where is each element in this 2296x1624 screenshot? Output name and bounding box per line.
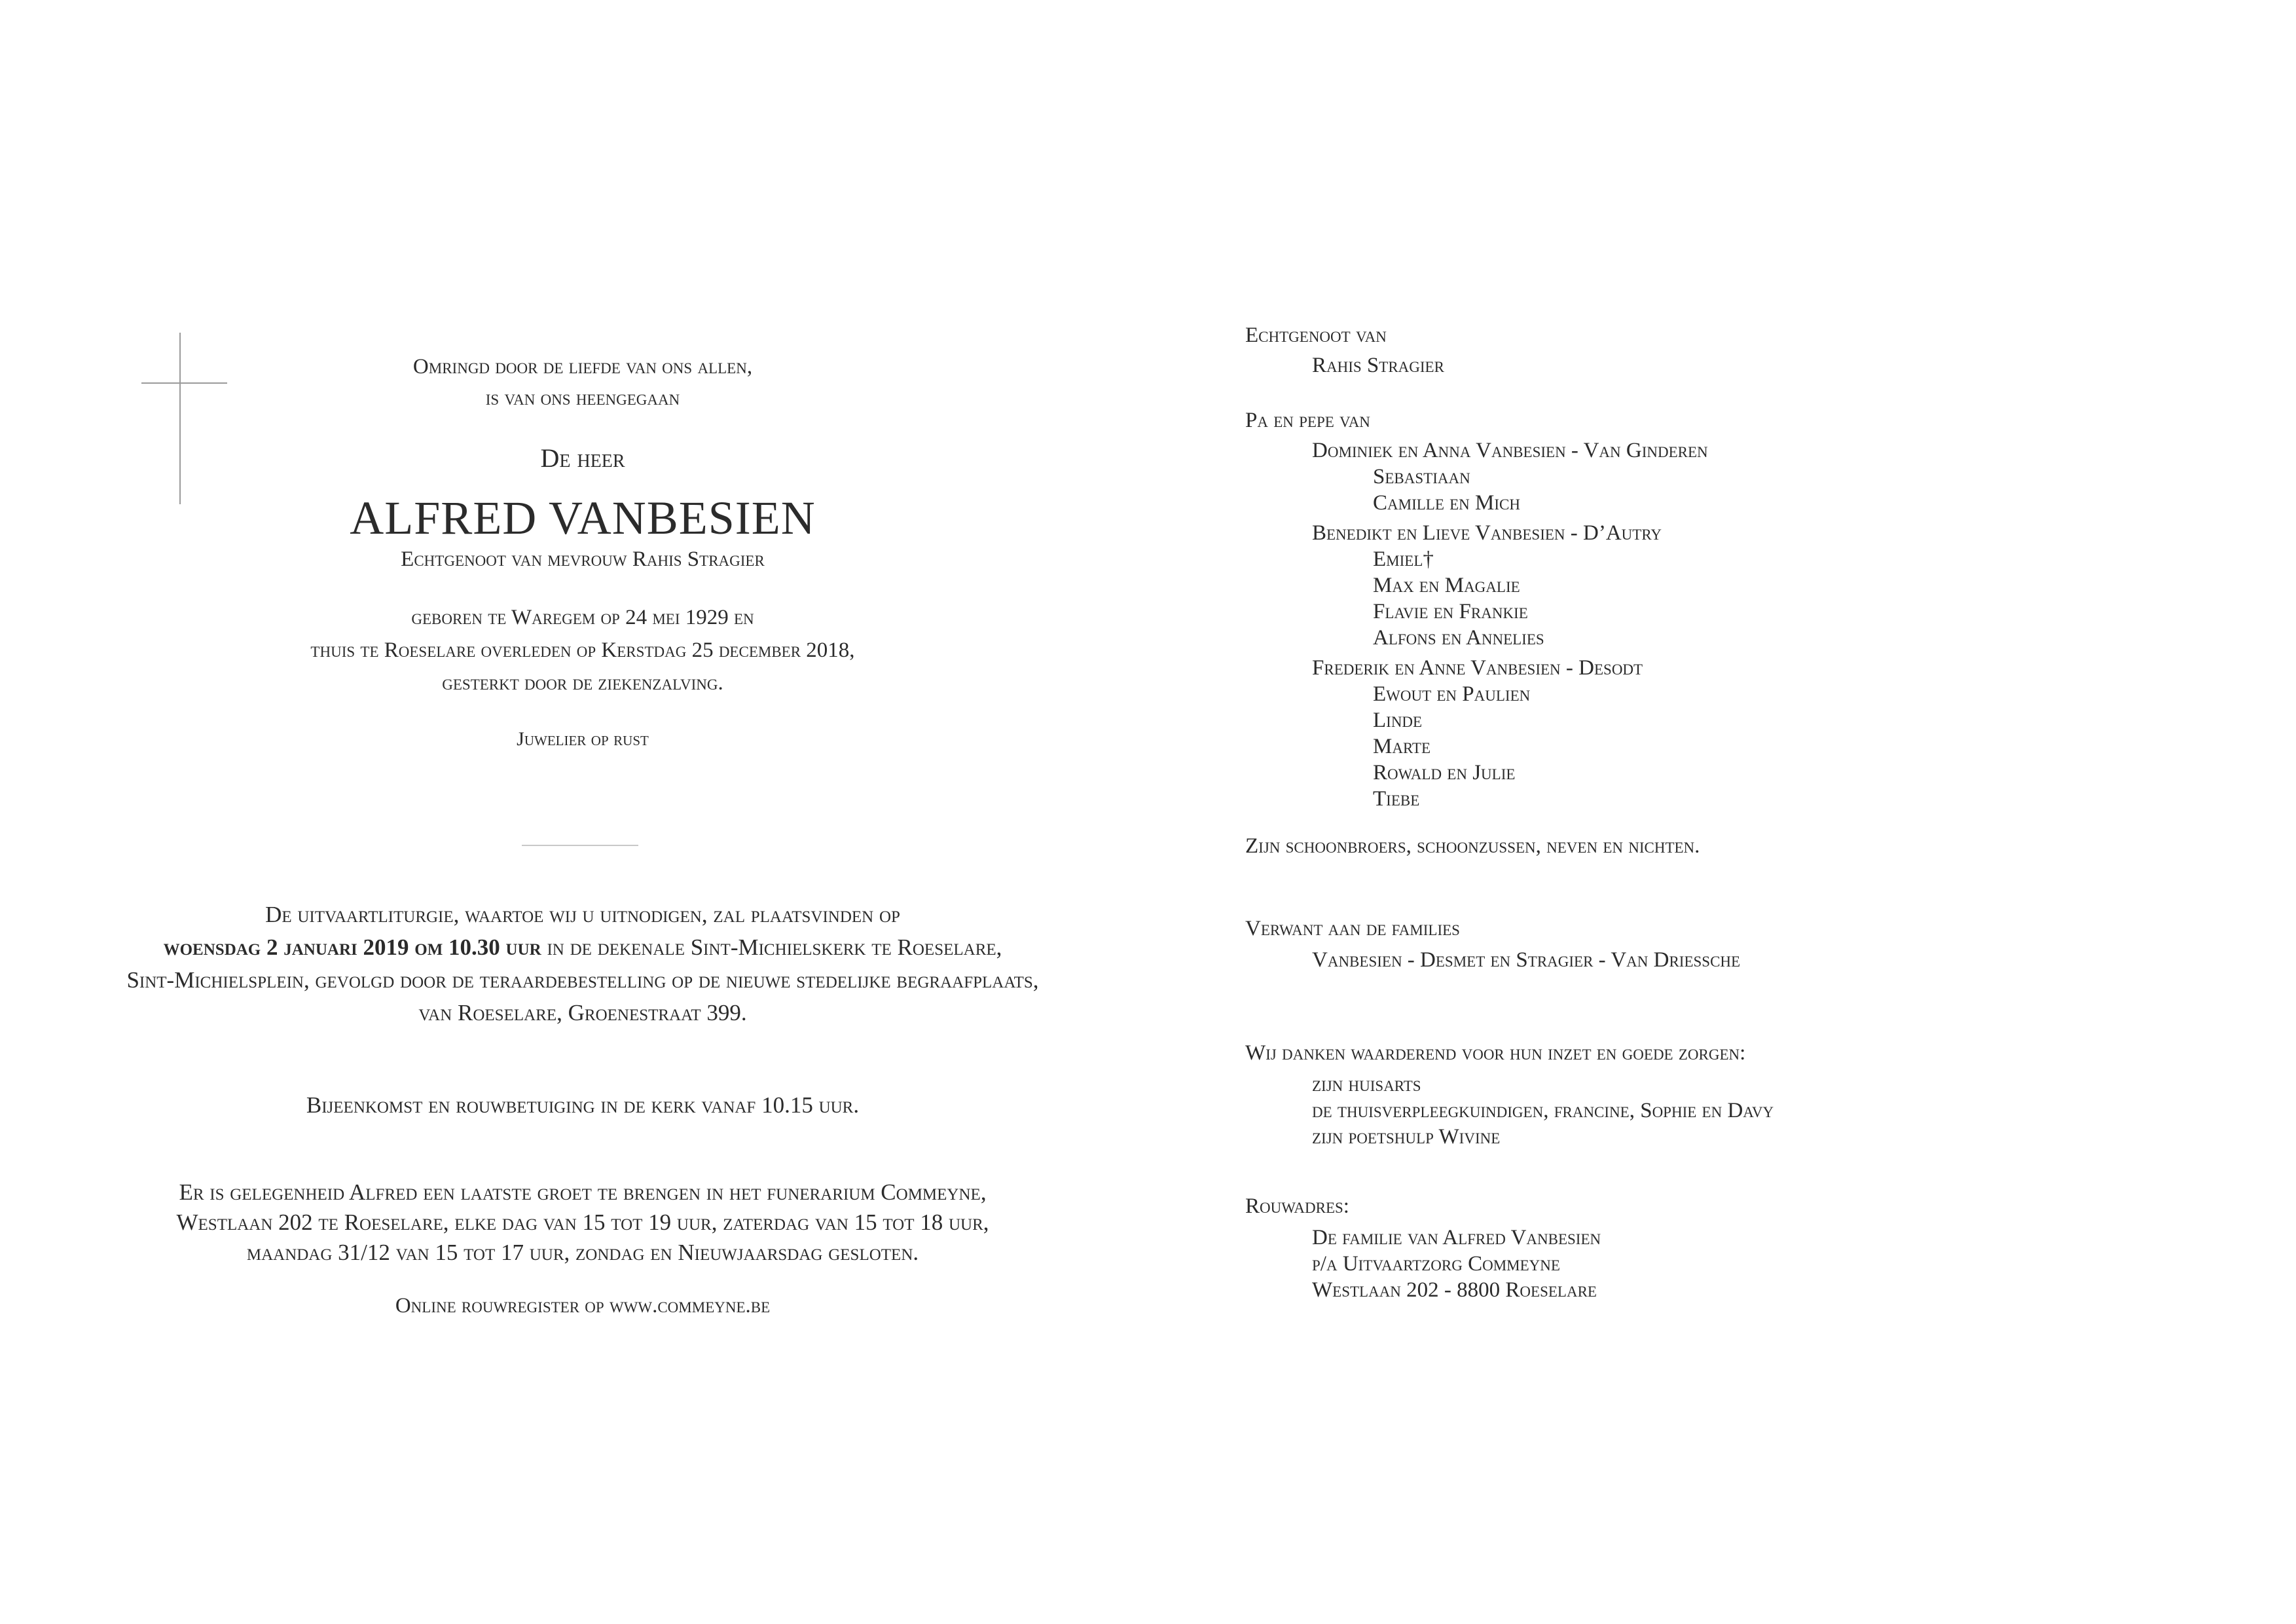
family-2-child: Flavie en Frankie	[1373, 600, 1528, 623]
family-2-child: Alfons en Annelies	[1373, 626, 1544, 650]
siblings-line: Zijn schoonbroers, schoonzussen, neven en nichten.	[1245, 834, 1700, 858]
thanks-item: zijn huisarts	[1312, 1073, 1421, 1096]
address-line: De familie van Alfred Vanbesien	[1312, 1226, 1601, 1249]
meeting-text: Bijeenkomst en rouwbetuiging in de kerk vanaf 10.15 uur.	[306, 1092, 860, 1118]
funeral-line-1: De uitvaartliturgie, waartoe wij u uitnodigen, zal plaatsvinden op	[265, 902, 900, 927]
funeral-line-4: van Roeselare, Groenestraat 399.	[418, 1000, 747, 1025]
thanks-item: de thuisverpleegkuindigen, francine, Sophie en Davy	[1312, 1099, 1774, 1122]
deceased-name: ALFRED VANBESIEN	[350, 492, 816, 544]
grand-heading: Pa en pepe van	[1245, 409, 1370, 432]
born-line-1: geboren te Waregem op 24 mei 1929 en	[411, 606, 754, 629]
funeral-line-2	[79, 931, 1087, 964]
divider	[522, 845, 638, 846]
family-2: Benedikt en Lieve Vanbesien - D’Autry	[1312, 521, 1662, 545]
funeral-line-3: Sint-Michielsplein, gevolgd door de teraardebestelling op de nieuwe stedelijke begraafplaats,	[126, 967, 1039, 993]
funeral-location: in de dekenale Sint-Michielskerk te Roeselare,	[541, 934, 1002, 960]
salutation: De heer	[540, 443, 625, 473]
family-2-child: Emiel†	[1373, 547, 1434, 571]
visit-line-1: Er is gelegenheid Alfred een laatste groet te brengen in het funerarium Commeyne,	[179, 1179, 987, 1205]
address-line: p/a Uitvaartzorg Commeyne	[1312, 1252, 1560, 1276]
family-1: Dominiek en Anna Vanbesien - Van Ginderen	[1312, 439, 1708, 462]
birth-death-text	[79, 601, 1087, 699]
born-line-3: gesterkt door de ziekenzalving.	[442, 671, 723, 695]
address-heading: Rouwadres:	[1245, 1194, 1349, 1218]
family-1-child: Camille en Mich	[1373, 491, 1520, 515]
funeral-text	[79, 898, 1087, 1029]
thanks-section	[1245, 1040, 1774, 1150]
family-1-child: Sebastiaan	[1373, 465, 1470, 489]
related-families: Vanbesien - Desmet en Stragier - Van Driessche	[1312, 948, 1741, 972]
family-2-child: Max en Magalie	[1373, 574, 1520, 597]
grandparent-section	[1245, 407, 1708, 812]
born-line-2: thuis te Roeselare overleden op Kerstdag 25 december 2018,	[310, 638, 855, 662]
visit-line-2: Westlaan 202 te Roeselare, elke dag van 15 tot 19 uur, zaterdag van 15 tot 18 uur,	[176, 1209, 989, 1235]
family-3-child: Tiebe	[1373, 787, 1420, 811]
thanks-heading: Wij danken waarderend voor hun inzet en goede zorgen:	[1245, 1041, 1746, 1065]
address-line: Westlaan 202 - 8800 Roeselare	[1312, 1278, 1597, 1302]
family-3-child: Rowald en Julie	[1373, 761, 1516, 784]
family-3-child: Linde	[1373, 709, 1423, 732]
intro-line-1: Omringd door de liefde van ons allen,	[412, 355, 753, 378]
family-3-child: Marte	[1373, 735, 1431, 758]
spouse-line: Echtgenoot van mevrouw Rahis Stragier	[401, 547, 765, 571]
related-section	[1245, 915, 1740, 973]
thanks-item: zijn poetshulp Wivine	[1312, 1125, 1501, 1149]
spouse-name: Rahis Stragier	[1312, 354, 1444, 377]
related-heading: Verwant aan de families	[1245, 917, 1460, 940]
online-register: Online rouwregister op www.commeyne.be	[395, 1294, 771, 1318]
family-3: Frederik en Anne Vanbesien - Desodt	[1312, 656, 1643, 680]
occupation: Juwelier op rust	[517, 728, 649, 750]
spouse-heading: Echtgenoot van	[1245, 323, 1387, 347]
spouse-section	[1245, 322, 1444, 378]
address-section	[1245, 1193, 1601, 1303]
family-3-child: Ewout en Paulien	[1373, 682, 1531, 706]
intro-text	[79, 351, 1087, 414]
funeral-date: woensdag 2 januari 2019 om 10.30 uur	[163, 934, 541, 960]
intro-line-2: is van ons heengegaan	[485, 386, 680, 410]
visit-line-3: maandag 31/12 van 15 tot 17 uur, zondag en Nieuwjaarsdag gesloten.	[246, 1240, 919, 1265]
visit-text	[79, 1177, 1087, 1268]
